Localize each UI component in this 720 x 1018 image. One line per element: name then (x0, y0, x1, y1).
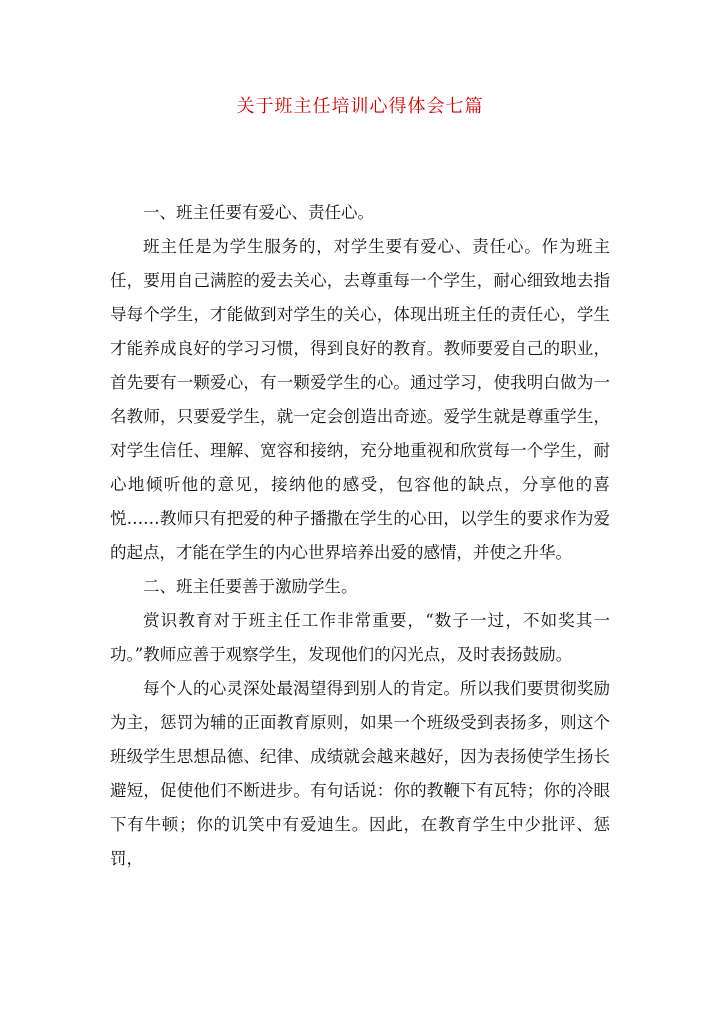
document-title: 关于班主任培训心得体会七篇 (236, 96, 484, 117)
section-heading-2: 二、班主任要善于激励学生。 (143, 577, 358, 596)
paragraph-2: 赏识教育对于班主任工作非常重要，“数子一过，不如奖其一功。”教师应善于观察学生，发现他们的闪光点，及时表扬鼓励。 (110, 611, 610, 664)
document-body (110, 196, 610, 876)
paragraph-1: 班主任是为学生服务的，对学生要有爱心、责任心。作为班主任，要用自己满腔的爱去关心，去尊重每一个学生，耐心细致地去指导每个学生，才能做到对学生的关心，体现出班主任的责任心，学生才能养成良好的学习习惯，得到良好的教育。教师要爱自己的职业，首先要有一颗爱心，有一颗爱学生的心。通过学习，使我明白做为一名教师，只要爱学生，就一定会创造出奇迹。爱学生就是尊重学生，对学生信任、理解、宽容和接纳，充分地重视和欣赏每一个学生，耐心地倾听他的意见，接纳他的感受，包容他的缺点，分享他的喜悦……教师只有把爱的种子播撒在学生的心田，以学生的要求作为爱的起点，才能在学生的内心世界培养出爱的感情，并使之升华。 (110, 237, 610, 562)
paragraph-3: 每个人的心灵深处最渴望得到别人的肯定。所以我们要贯彻奖励为主，惩罚为辅的正面教育原则，如果一个班级受到表扬多，则这个班级学生思想品德、纪律、成绩就会越来越好，因为表扬使学生扬长避短，促使他们不断进步。有句话说：你的教鞭下有瓦特；你的冷眼下有牛顿；你的讥笑中有爱迪生。因此，在教育学生中少批评、惩罚， (110, 679, 610, 868)
section-heading-1: 一、班主任要有爱心、责任心。 (143, 203, 374, 222)
